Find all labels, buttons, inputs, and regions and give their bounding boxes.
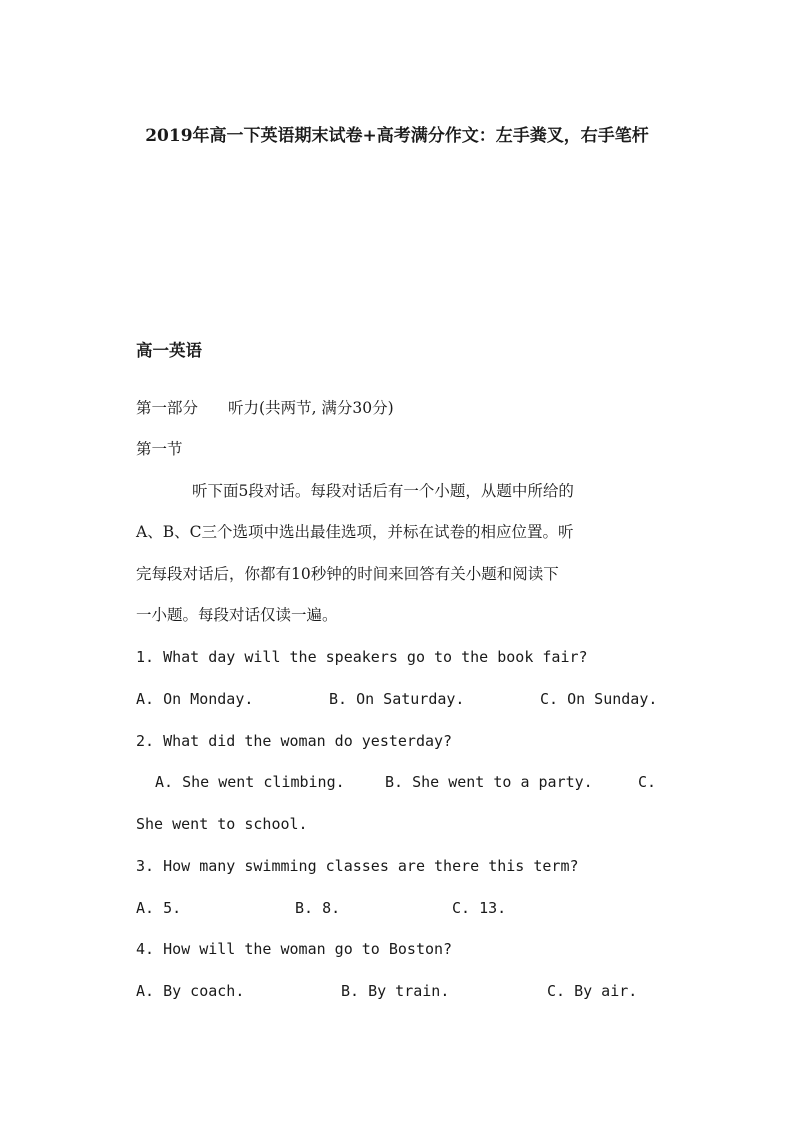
option-b: B. On Saturday. [329, 690, 465, 708]
part-text: 听力(共两节, 满分30分) [228, 399, 394, 417]
question-stem: 2. What did the woman do yesterday? [136, 732, 453, 750]
option-b: B. 8. [295, 899, 341, 917]
option-a: A. 5. [136, 899, 182, 917]
section-label: 第一节 [136, 440, 183, 458]
option-c: C. On Sunday. [540, 690, 658, 708]
instruction-line: 完每段对话后，你都有10秒钟的时间来回答有关小题和阅读下 [136, 565, 559, 583]
option-c-text: She went to school. [136, 815, 308, 833]
instruction-line: A、B、C三个选项中选出最佳选项，并标在试卷的相应位置。听 [136, 523, 574, 541]
option-c: C. 13. [452, 899, 507, 917]
option-b: B. She went to a party. [385, 773, 593, 791]
part-line [136, 397, 394, 419]
instruction-line: 一小题。每段对话仅读一遍。 [136, 606, 338, 624]
option-c: C. [638, 773, 657, 791]
option-a: A. By coach. [136, 982, 245, 1000]
option-b: B. By train. [341, 982, 450, 1000]
instruction-line: 听下面5段对话。每段对话后有一个小题，从题中所给的 [192, 482, 574, 500]
option-c: C. By air. [547, 982, 638, 1000]
part-label: 第一部分 [136, 399, 199, 417]
question-stem: 3. How many swimming classes are there this term? [136, 857, 579, 875]
option-a: A. On Monday. [136, 690, 254, 708]
question-stem: 4. How will the woman go to Boston? [136, 940, 453, 958]
subject-heading: 高一英语 [136, 341, 202, 360]
option-a: A. She went climbing. [155, 773, 345, 791]
page-title: 2019年高一下英语期末试卷+高考满分作文：左手粪叉，右手笔杆 [145, 126, 649, 146]
question-stem: 1. What day will the speakers go to the book fair? [136, 648, 588, 666]
